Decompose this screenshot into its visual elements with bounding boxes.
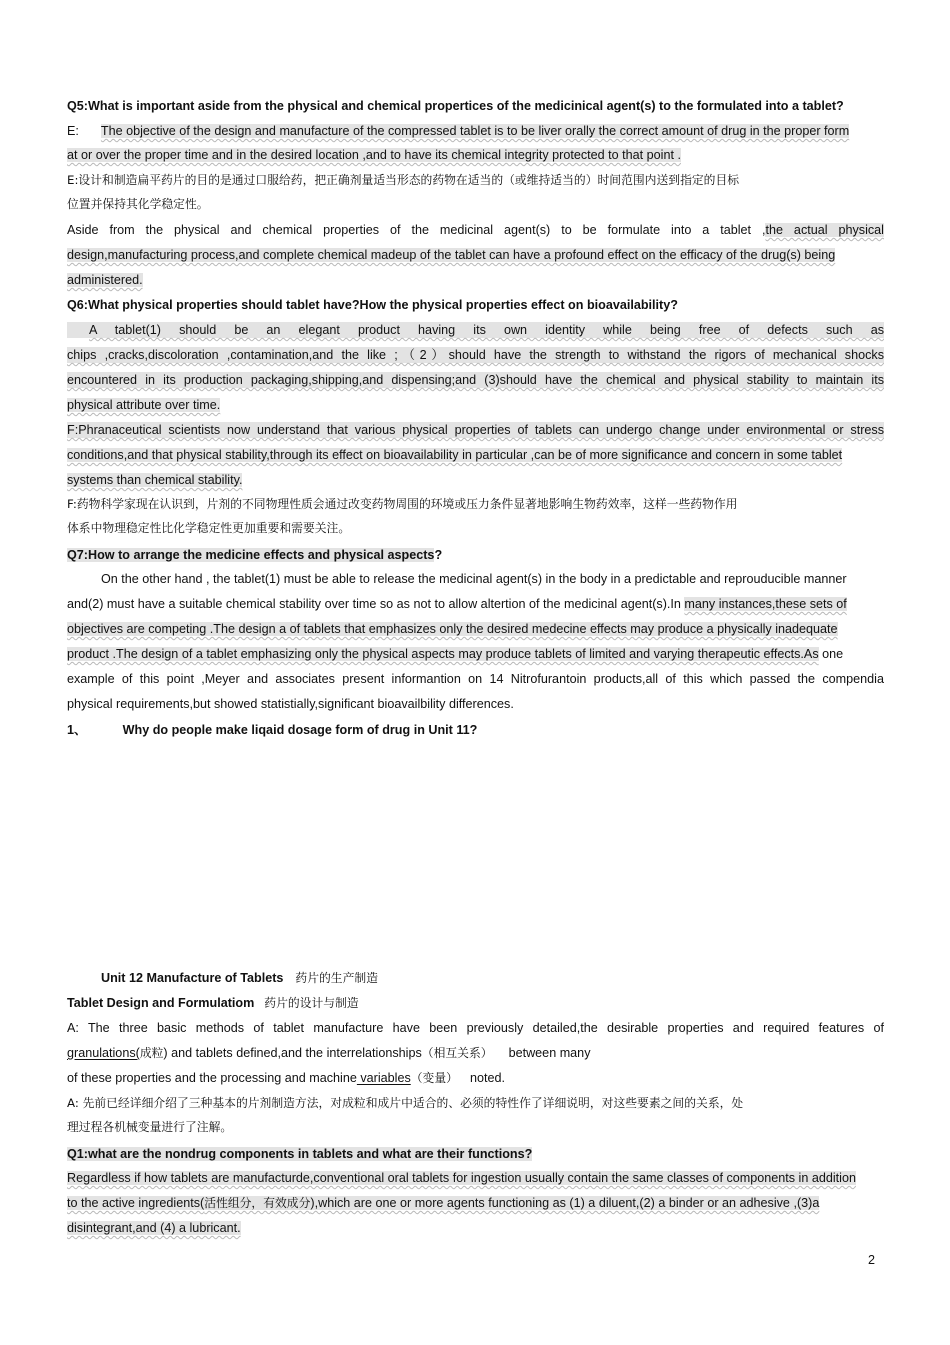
page-number: 2 — [868, 1253, 876, 1267]
q7-heading — [67, 547, 884, 563]
q6-chinese-line: F:药物科学家现在认识到，片剂的不同物理性质会通过改变药物周围的环境或压力条件显著地影响生物药效率，这样一些药物作用 — [67, 497, 738, 511]
q6-answer-text: physical attribute over time. — [67, 398, 221, 412]
question-number: 1、 — [67, 723, 87, 737]
section-title — [67, 995, 884, 1011]
q7-body-highlight: objectives are competing .The design a of tablets that emphasizes only the desired medecine effects may produce a physically inadequate — [67, 622, 838, 636]
q5-aside-highlight: administered. — [67, 273, 143, 287]
q7-body-line: physical requirements,but showed statistially,significant bioavailbility differences. — [67, 697, 514, 711]
unit12-a-text: ) and tablets defined,and the interrelationships — [163, 1046, 422, 1060]
q5-e-text: The objective of the design and manufacture of the compressed tablet is to be liver orally the correct amount of drug in the proper form — [100, 124, 850, 138]
question-text: Why do people make liqaid dosage form of drug in Unit 11? — [122, 723, 478, 737]
q6-answer-line — [67, 397, 884, 413]
q5-answer-line — [67, 123, 884, 139]
term-cn: 成粒 — [139, 1046, 164, 1060]
q6-f-text: conditions,and that physical stability,through its effect on bioavailability in particular ,can be of more significance and concern in some tablet — [67, 448, 843, 462]
q7-body-line: example of this point ,Meyer and associates present informantion on 14 Nitrofurantoin products,all of this which passed the compendia — [67, 672, 884, 686]
q5-e-text: at or over the proper time and in the desired location ,and to have its chemical integrity protected to that point . — [67, 148, 681, 162]
q5-aside-line — [67, 222, 884, 238]
q1-answer-text: ),which are one or more agents functioning as (1) a diluent,(2) a binder or an adhesive ,(3)a — [310, 1196, 820, 1210]
q6-f-line: F:Phranaceutical scientists now understand that various physical properties of tablets can undergo change under environmental or stress — [67, 423, 884, 437]
q6-answer-line — [67, 322, 884, 338]
q5-chinese-line: E:设计和制造扁平药片的目的是通过口服给药，把正确剂量适当形态的药物在适当的（或维持适当的）时间范围内送到指定的目标 — [67, 173, 740, 187]
q5-aside-text: Aside from the physical and chemical properties of the medicinal agent(s) to be formulate into a tablet , — [67, 223, 766, 237]
q7-body-text: one — [818, 647, 844, 661]
unit12-a-line — [67, 1070, 884, 1086]
q7-body-line — [67, 621, 884, 637]
q1-answer-line — [67, 1170, 884, 1186]
unit-title — [67, 970, 884, 986]
q5-aside-line — [67, 247, 884, 263]
q5-chinese-line: 位置并保持其化学稳定性。 — [67, 197, 209, 211]
unit12-a-text: between many — [508, 1046, 591, 1060]
q7-body-line — [67, 646, 884, 662]
q6-heading: Q6:What physical properties should tablet have?How the physical properties effect on bioavailability? — [67, 298, 678, 312]
q1-heading — [67, 1146, 884, 1162]
q1-answer-line — [67, 1195, 884, 1211]
q5-aside-line — [67, 272, 884, 288]
q5-aside-highlight: design,manufacturing process,and complete chemical madeup of the tablet can have a profound effect on the efficacy of the drug(s) being — [67, 248, 836, 262]
unit-title-en: Unit 12 Manufacture of Tablets — [101, 971, 284, 985]
unit12-a-text: of these properties and the processing and machine — [67, 1071, 357, 1085]
q5-heading: Q5:What is important aside from the physical and chemical propertices of the medicinical agent(s) to the formulated into a tablet? — [67, 99, 844, 113]
section-title-cn: 药片的设计与制造 — [264, 996, 359, 1010]
term-cn: （变量） — [410, 1071, 458, 1085]
q1-answer-text: disintegrant,and (4) a lubricant. — [67, 1221, 241, 1235]
q7-body-highlight: product .The design of a tablet emphasizing only the physical aspects may produce tablets of limited and varying therapeutic effects.As — [67, 647, 819, 661]
unit12-a-line — [67, 1045, 884, 1061]
q7-heading-mark: ? — [434, 548, 443, 562]
unit-title-cn: 药片的生产制造 — [295, 971, 378, 985]
q5-answer-line — [67, 147, 884, 163]
numbered-question — [67, 722, 884, 738]
q1-answer-cn: 活性组分，有效成分 — [204, 1196, 311, 1210]
term-cn: （相互关系） — [421, 1046, 493, 1060]
q5-e-label: E: — [67, 124, 79, 138]
unit12-chinese-line: A: 先前已经详细介绍了三种基本的片剂制造方法，对成粒和成片中适合的、必须的特性作了详细说明，对这些要素之间的关系，处 — [67, 1096, 744, 1110]
unit12-a-line: A: The three basic methods of tablet manufacture have been previously detailed,the desirable properties and required features of — [67, 1021, 884, 1035]
q7-body-highlight: many instances,these sets of — [684, 597, 847, 611]
q6-f-line — [67, 472, 884, 488]
q5-aside-highlight: the actual physical — [765, 223, 884, 237]
q1-answer-text: Regardless if how tablets are manufacturde,conventional oral tablets for ingestion usually contain the same classes of components in addition — [67, 1171, 856, 1185]
term-variables: variables — [356, 1071, 411, 1085]
unit12-a-text: noted. — [469, 1071, 505, 1085]
q6-f-text: systems than chemical stability. — [67, 473, 243, 487]
unit12-chinese-line: 理过程各机械变量进行了注解。 — [67, 1120, 233, 1134]
q7-heading-text: Q7:How to arrange the medicine effects and physical aspects — [67, 548, 435, 562]
q6-answer-line: chips ,cracks,discoloration ,contamination,and the like ;（2）should have the strength to withstand the rigors of mechanical shocks — [67, 348, 884, 362]
q6-answer-line: encountered in its production packaging,shipping,and dispensing;and (3)should have the chemical and physical stability to maintain its — [67, 373, 884, 387]
q6-f-line — [67, 447, 884, 463]
section-title-en: Tablet Design and Formulatiom — [67, 996, 255, 1010]
q7-body-line — [67, 571, 884, 587]
q6-chinese-line: 体系中物理稳定性比化学稳定性更加重要和需要关注。 — [67, 521, 351, 535]
q1-answer-line — [67, 1220, 884, 1236]
q1-answer-text: to the active ingredients( — [67, 1196, 205, 1210]
q1-heading-text: Q1:what are the nondrug components in tablets and what are their functions? — [67, 1147, 533, 1161]
q6-answer-text: A tablet(1) should be an elegant product having its own identity while being free of defects such as — [89, 323, 884, 337]
q7-body-text: and(2) must have a suitable chemical stability over time so as not to allow altertion of the medicinal agent(s).In — [67, 597, 685, 611]
q7-body-text: On the other hand , the tablet(1) must be able to release the medicinal agent(s) in the body in a predictable and reprouducible manner — [101, 572, 847, 586]
term-granulations: granulations( — [67, 1046, 140, 1060]
q7-body-line — [67, 596, 884, 612]
